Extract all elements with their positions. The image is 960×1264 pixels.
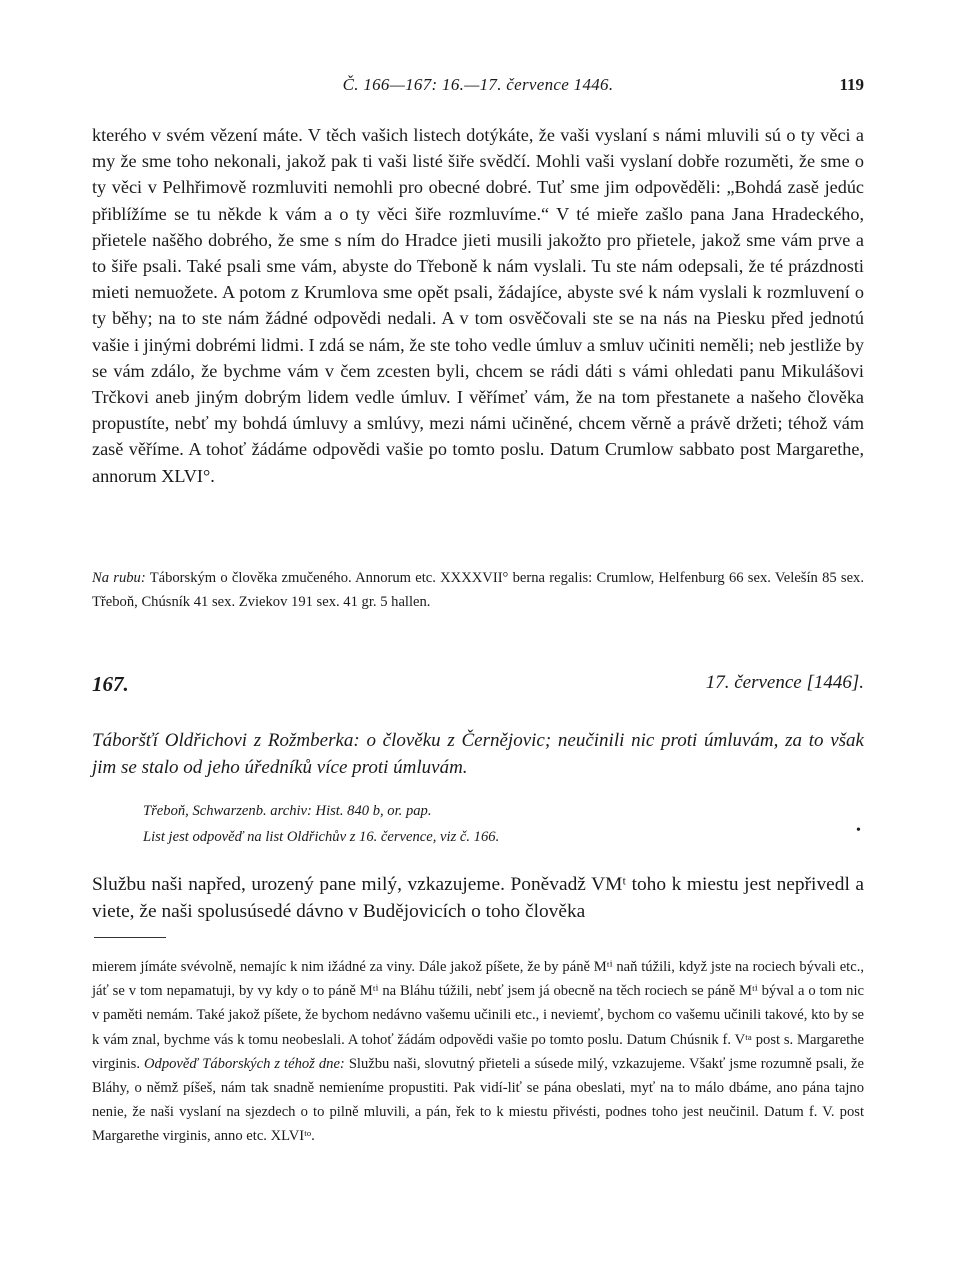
footnote-text-part2: Službu naši, slovutný přieteli a súsede milý, vzkazujeme. Všakť jsme rozumně psali, že Bláhy, o němž píšeš, nám tak snadně nemieníme propustiti. Pak vidí-liť se pána obeslati, myť na to málo dbáme, ano pána tajno nenie, že naši vyslaní na sjezdech o to pilně mluvili, a pán, řek to k miestu přivésti, podnes toho jest neučinil. Datum f. V. post Margarethe virginis, anno etc. XLVIᵗᵒ.: [92, 1055, 865, 1145]
document-166-endorsement: [92, 566, 864, 614]
document-date: 17. července [1446].: [705, 672, 864, 693]
endorsement-text: Táborským o člověka zmučeného. Annorum etc. XXXXVII° berna regalis: Crumlow, Helfenburg 66 sex. Velešín 85 sex. Třeboň, Chúsník 41 sex. Zviekov 191 sex. 41 gr. 5 hallen.: [92, 570, 864, 610]
running-head: [92, 75, 864, 101]
footnote-text-part1: mierem jímáte svévolně, nemajíc k nim ižádné za viny. Dále jakož píšete, že by páně Mᵗⁱ naň túžili, když jste na rociech bývali etc., jáť se v tom nepamatuji, by vy kdy o to páně Mᵗⁱ na Bláhu túžili, nebť jsem já obecně na těch rociech se páně Mᵗⁱ býval a o tom nic v paměti nemám. Také jakož píšete, že bychom nedávno vašemu učinili etc., i neviemť, bychom co vašemu učinili takové, kto by se k vám znal, bychme vás k tomu neobeslali. A tohoť žádám odpovědi vašie po tomto poslu. Datum Chúsnik f. Vᵗᵃ post s. Margarethe virginis.: [92, 959, 864, 1072]
document-167-regest: Táboršťí Oldřichovi z Rožmberka: o člověku z Černějovic; neučinili nic proti úmluvám, za to však jim se stalo od jeho úředníků více proti úmluvám.: [92, 730, 864, 778]
document-166-dating: Datum Crumlow sabbato post Margarethe, annorum XLVI°.: [92, 439, 864, 486]
margin-dot: •: [856, 823, 861, 838]
document-167-sources: [143, 798, 843, 850]
document-166-text: [92, 122, 864, 489]
footnote: [92, 955, 864, 1149]
document-167-text: Službu naši napřed, urozený pane milý, vzkazujeme. Poněvadž VMᵗ toho k miestu jest nepřivedl a viete, že naši spolusúsedé dávno v Budějovicích o toho člověka: [92, 874, 864, 922]
footnote-italic-label: Odpověď Táborských z téhož dne:: [144, 1055, 345, 1072]
archival-source: Třeboň, Schwarzenb. archiv: Hist. 840 b, or. pap.: [143, 803, 432, 819]
source-note: List jest odpověď na list Oldřichův z 16. července, viz č. 166.: [143, 829, 500, 845]
document-167-header: [92, 672, 864, 702]
running-title: Č. 166—167: 16.—17. července 1446.: [342, 75, 614, 94]
page-number: 119: [839, 75, 864, 94]
document-number: 167.: [92, 672, 129, 696]
footnote-divider: [94, 937, 166, 938]
document-166-body: kterého v svém vězení máte. V těch vašich listech dotýkáte, že vaši vyslaní s námi mluvili sú o ty věci a my že sme toho nekonali, jakož pak ti vaši listé šiře svědčí. Mohli vaši vyslaní dobře rozuměti, že sme o ty věci v Pelhřimově rozmluviti nemohli pro obecné dobré. Tuť sme jim odpověděli: „Bohdá zasě jedúc přiblížíme se tu někde k vám a o ty věci šiře rozmluvíme.“ V té mieře zašlo pana Jana Hradeckého, přietele našěho dobrého, že sme s ním do Hradce jieti musili jakožto pro přietele, jakož sme vám prve a to šiře psali. Také psali sme vám, abyste do Třeboně k nám vyslali. Tu ste nám odepsali, že té prázdnosti mieti nemuožete. A potom z Krumlova sme opět psali, žádajíce, abyste své k nám vyslali k rozmluvení o ty běhy; na to ste nám žádné odpovědi nedali. A v tom osvěčovali ste se na nás na Piesku před jednotú vašie i jinými dobrémi lidmi. I zdá se nám, že ste toho vedle úmluv a smluv učiniti neměli; neb jestliže by se vám zdálo, že bychme vám v čem zcesten byli, chcem se rádi dáti s vámi ohledati panu Mikulášovi Trčkovi aneb jiným dobrým lidem vedle úmluv. I věřímeť vám, že na tom přestanete a našeho člověka propustíte, nebť my bohdá úmluvy a smlúvy, mezi námi učiněné, chcem věrně a právě držeti; téhož vám zasě věříme. A tohoť žádáme odpovědi vašie po tomto poslu.: [92, 125, 864, 460]
endorsement-label: Na rubu:: [92, 570, 146, 586]
